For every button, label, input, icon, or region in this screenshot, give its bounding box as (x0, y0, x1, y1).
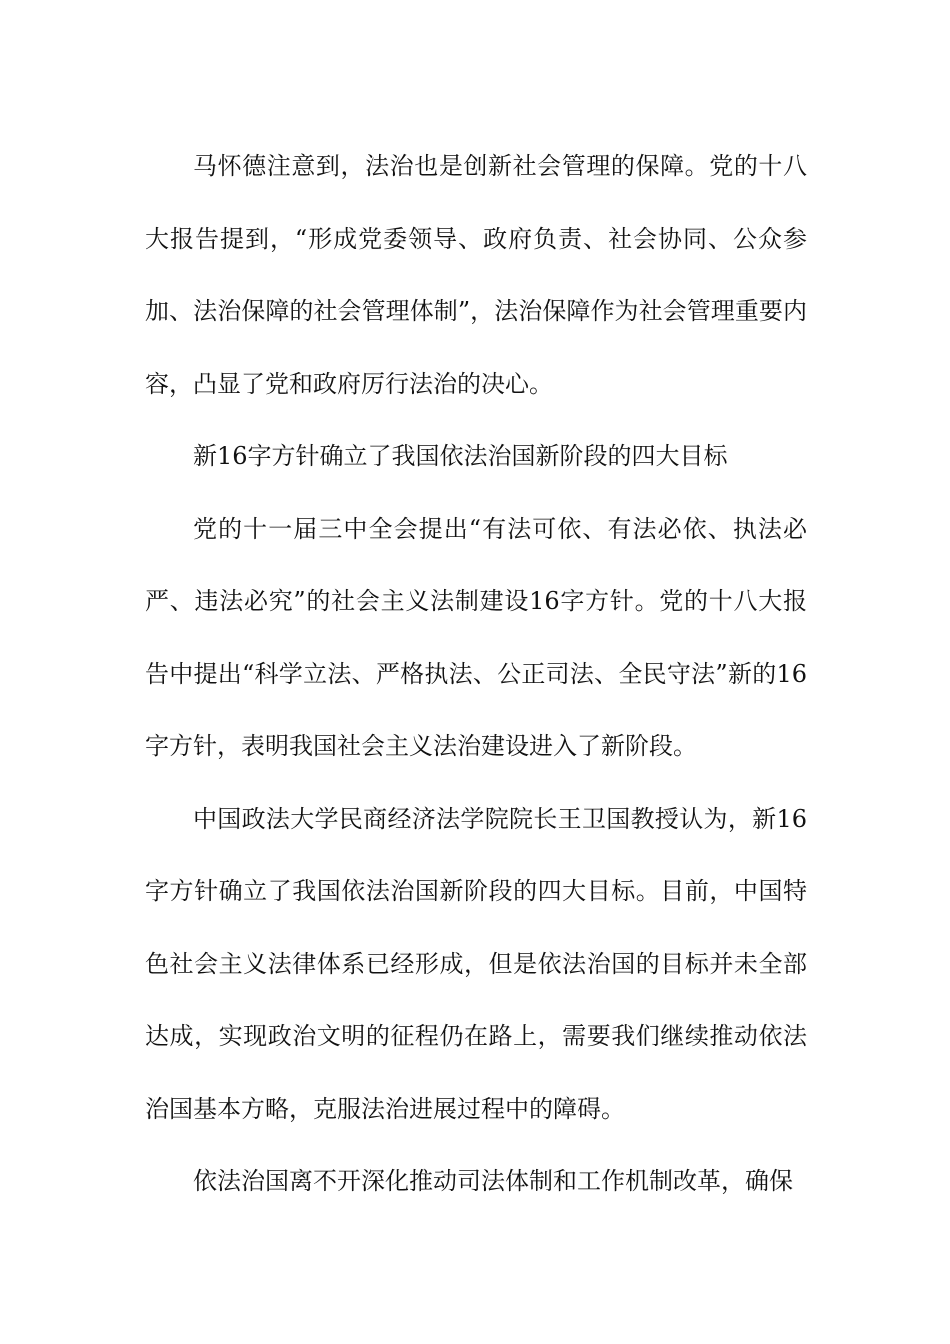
paragraph-ma-huaide-rule-of-law: 马怀德注意到，法治也是创新社会管理的保障。党的十八大报告提到，“形成党委领导、政府负责、社会协同、公众参加、法治保障的社会管理体制”，法治保障作为社会管理重要内容，凸显了党和政府厉行法治的决心。 (145, 152, 807, 398)
document-body (145, 130, 807, 1218)
section-heading-four-goals: 新16字方针确立了我国依法治国新阶段的四大目标 (193, 442, 728, 470)
paragraph-wang-weiguo-view: 中国政法大学民商经济法学院院长王卫国教授认为，新16字方针确立了我国依法治国新阶段的四大目标。目前，中国特色社会主义法律体系已经形成，但是依法治国的目标并未全部达成，实现政治文明的征程仍在路上，需要我们继续推动依法治国基本方略，克服法治进展过程中的障碍。 (145, 804, 807, 1123)
paragraph-sixteen-character-policy: 党的十一届三中全会提出“有法可依、有法必依、执法必严、违法必究”的社会主义法制建设16字方针。党的十八大报告中提出“科学立法、严格执法、公正司法、全民守法”新的16字方针，表明我国社会主义法治建设进入了新阶段。 (145, 514, 807, 760)
paragraph-judicial-reform: 依法治国离不开深化推动司法体制和工作机制改革，确保 (193, 1167, 793, 1195)
